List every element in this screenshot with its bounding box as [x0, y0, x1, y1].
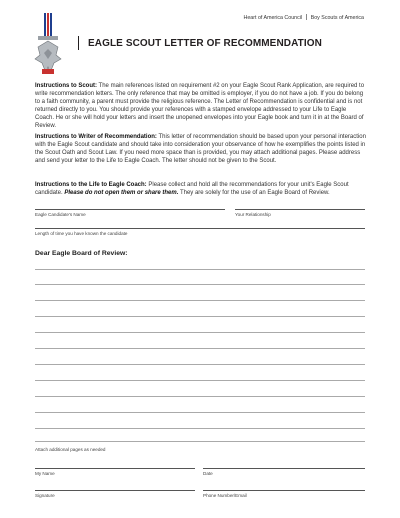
- instructions-to-writer: [35, 133, 366, 165]
- letter-line[interactable]: [35, 396, 365, 397]
- letter-line[interactable]: [35, 332, 365, 333]
- council-name: Heart of America Council: [243, 15, 303, 21]
- time-known-label: Length of time you have known the candidate: [35, 231, 128, 236]
- title-divider: [78, 36, 79, 50]
- candidate-name-label: Eagle Candidate's Name: [35, 212, 86, 217]
- my-name-label: My Name: [35, 471, 55, 476]
- signature-label: Signature: [35, 493, 55, 498]
- date-label: Date: [203, 471, 213, 476]
- letter-line[interactable]: [35, 380, 365, 381]
- instructions-to-coach: [35, 181, 366, 197]
- letter-line[interactable]: [35, 428, 365, 429]
- instructions-scout-label: Instructions to Scout:: [35, 83, 97, 89]
- phone-email-field[interactable]: [203, 490, 365, 491]
- organization-name: Boy Scouts of America: [310, 15, 364, 21]
- medal-ribbon: [40, 13, 56, 37]
- header-separator: [306, 14, 307, 20]
- candidate-name-field[interactable]: [35, 209, 225, 210]
- letter-line[interactable]: [35, 269, 365, 270]
- letter-line[interactable]: [35, 348, 365, 349]
- letter-line[interactable]: [35, 300, 365, 301]
- instructions-scout-text: The main references listed on requirement #2 on your Eagle Scout Rank Application, are required to write recommendation letters. The only reference that may be omitted is employer, if you do not have a job. If you do belong to a faith community, a parent must provide the religious reference. The Letter of Recommendation is confidential and is not returned directly to you. You should provide your references with a stamped envelope addressed to your Life to Eagle Coach. He or she will hold your letters and insert the unopened envelopes into your Eagle book and turn it in at the Board of Review.: [35, 83, 365, 130]
- relationship-field[interactable]: [235, 209, 365, 210]
- instructions-coach-text-2: They are solely for the use of an Eagle Board of Review.: [178, 190, 330, 197]
- my-name-field[interactable]: [35, 468, 195, 469]
- instructions-coach-emphasis: Please do not open them or share them.: [64, 190, 179, 197]
- eagle-scout-medal-icon: [34, 13, 62, 79]
- letter-line[interactable]: [35, 284, 365, 285]
- letter-line[interactable]: [35, 441, 365, 442]
- instructions-writer-text: This letter of recommendation should be based upon your personal interaction with the Eagle Scout candidate and should take into consideration your observance of how he exemplifies the points listed in the Scout Oath and Scout Law. If you need more space than is provided, you may attach additional pages. Please address and send your letter to the Life to Eagle Coach. The letter should not be given to the Scout.: [35, 134, 366, 165]
- letter-line[interactable]: [35, 412, 365, 413]
- medal-clasp: [38, 36, 58, 40]
- instructions-writer-label: Instructions to Writer of Recommendation:: [35, 134, 157, 140]
- relationship-label: Your Relationship: [235, 212, 271, 217]
- instructions-coach-label: Instructions to the Life to Eagle Coach:: [35, 182, 147, 188]
- letter-line[interactable]: [35, 364, 365, 365]
- signature-field[interactable]: [35, 490, 195, 491]
- time-known-field[interactable]: [35, 228, 365, 229]
- council-header: [244, 14, 364, 21]
- medal-scroll: [42, 69, 54, 74]
- phone-email-label: Phone Number/Email: [203, 493, 247, 498]
- date-field[interactable]: [203, 468, 365, 469]
- letter-line[interactable]: [35, 316, 365, 317]
- attach-pages-note: Attach additional pages as needed: [35, 447, 106, 452]
- salutation: Dear Eagle Board of Review:: [35, 250, 128, 257]
- page-title: EAGLE SCOUT LETTER OF RECOMMENDATION: [88, 38, 322, 49]
- instructions-coach-text-1: Please collect and hold all the recommendations for your unit's Eagle Scout candidate.: [35, 182, 349, 197]
- instructions-to-scout: [35, 82, 366, 131]
